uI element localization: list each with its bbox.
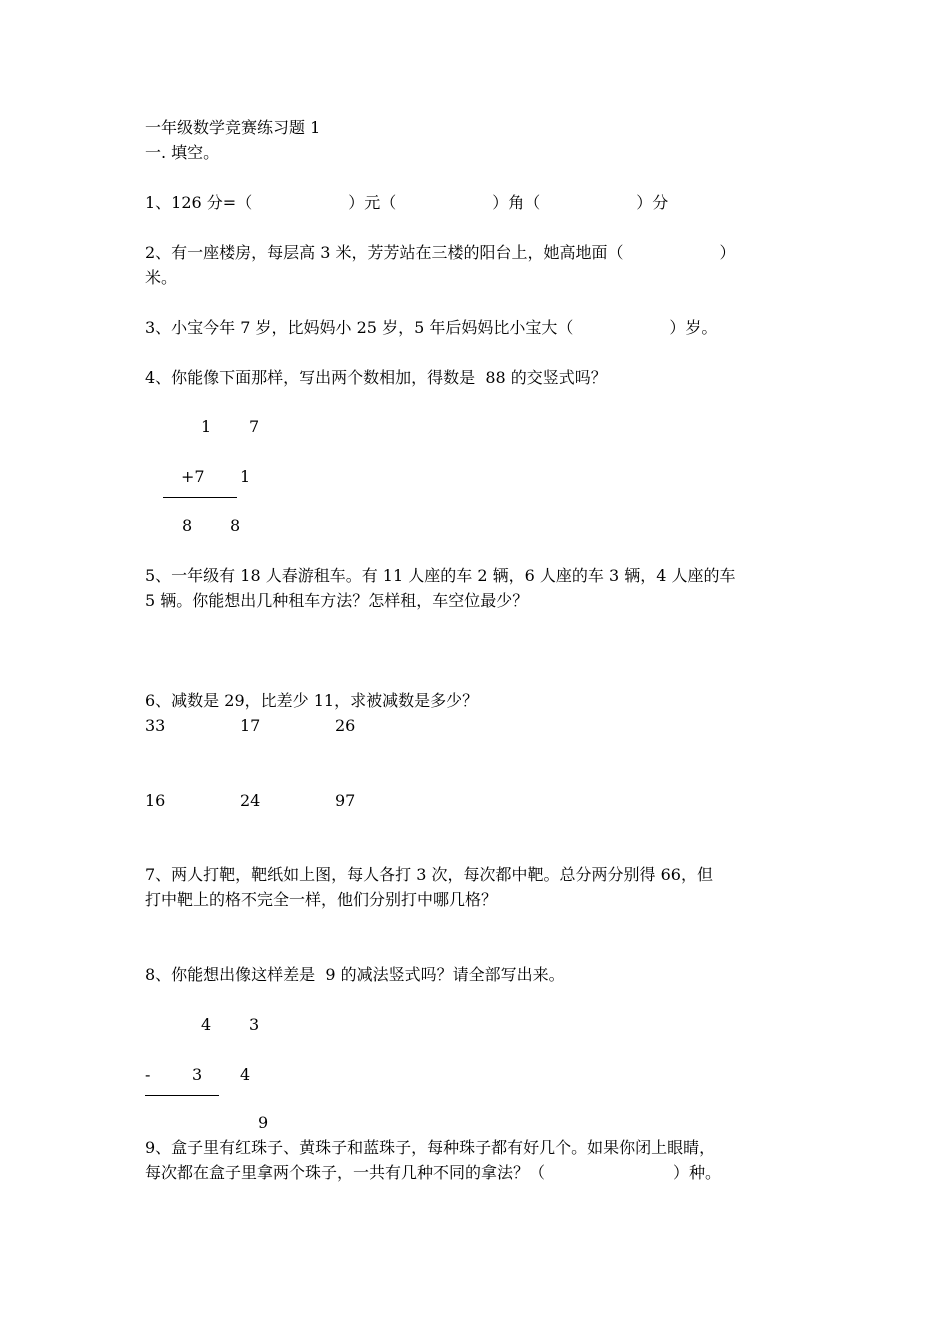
q4-digit: 8 <box>182 516 193 535</box>
q8-digit: 9 <box>258 1113 269 1132</box>
question-7-line-1: 7、两人打靶，靶纸如上图，每人各打 3 次，每次都中靶。总分两分别得 66，但 <box>145 865 713 884</box>
page-title: 一年级数学竞赛练习题 1 <box>145 118 321 137</box>
q4-digit: 1 <box>240 467 251 486</box>
q6-option: 17 <box>240 716 261 735</box>
question-1: 1、126 分=（ ）元（ ）角（ ）分 <box>145 193 669 212</box>
question-4: 4、你能像下面那样，写出两个数相加，得数是 88 的交竖式吗？ <box>145 368 607 387</box>
section-heading: 一. 填空。 <box>145 143 220 162</box>
question-5-line-2: 5 辆。你能想出几种租车方法？怎样租，车空位最少？ <box>145 591 529 610</box>
question-2-line-1: 2、有一座楼房，每层高 3 米，芳芳站在三楼的阳台上，她高地面（ ） <box>145 243 736 262</box>
q6-option: 33 <box>145 716 166 735</box>
question-7-line-2: 打中靶上的格不完全一样，他们分别打中哪几格？ <box>145 890 498 909</box>
q4-sum-line <box>163 497 237 498</box>
q8-digit: - <box>145 1065 151 1084</box>
question-9-line-2: 每次都在盒子里拿两个珠子，一共有几种不同的拿法？（ ）种。 <box>145 1163 722 1182</box>
question-8: 8、你能想出像这样差是 9 的减法竖式吗？请全部写出来。 <box>145 965 565 984</box>
question-6: 6、减数是 29，比差少 11，求被减数是多少？ <box>145 691 479 710</box>
q4-digit: 8 <box>230 516 241 535</box>
q8-difference-line <box>145 1095 219 1096</box>
question-9-line-1: 9、盒子里有红珠子、黄珠子和蓝珠子，每种珠子都有好几个。如果你闭上眼睛， <box>145 1138 716 1157</box>
question-3: 3、小宝今年 7 岁，比妈妈小 25 岁，5 年后妈妈比小宝大（ ）岁。 <box>145 318 718 337</box>
q6-option: 26 <box>335 716 356 735</box>
question-2-line-2: 米。 <box>145 268 178 287</box>
q4-digit: 7 <box>249 417 260 436</box>
q4-digit: 1 <box>201 417 212 436</box>
question-5-line-1: 5、一年级有 18 人春游租车。有 11 人座的车 2 辆，6 人座的车 3 辆，4 人座的车 <box>145 566 736 585</box>
q6-option: 97 <box>335 791 356 810</box>
q8-digit: 3 <box>192 1065 203 1084</box>
q6-option: 16 <box>145 791 166 810</box>
q8-digit: 4 <box>240 1065 251 1084</box>
q6-option: 24 <box>240 791 261 810</box>
q8-digit: 3 <box>249 1015 260 1034</box>
q8-digit: 4 <box>201 1015 212 1034</box>
q4-digit: +7 <box>181 467 205 486</box>
